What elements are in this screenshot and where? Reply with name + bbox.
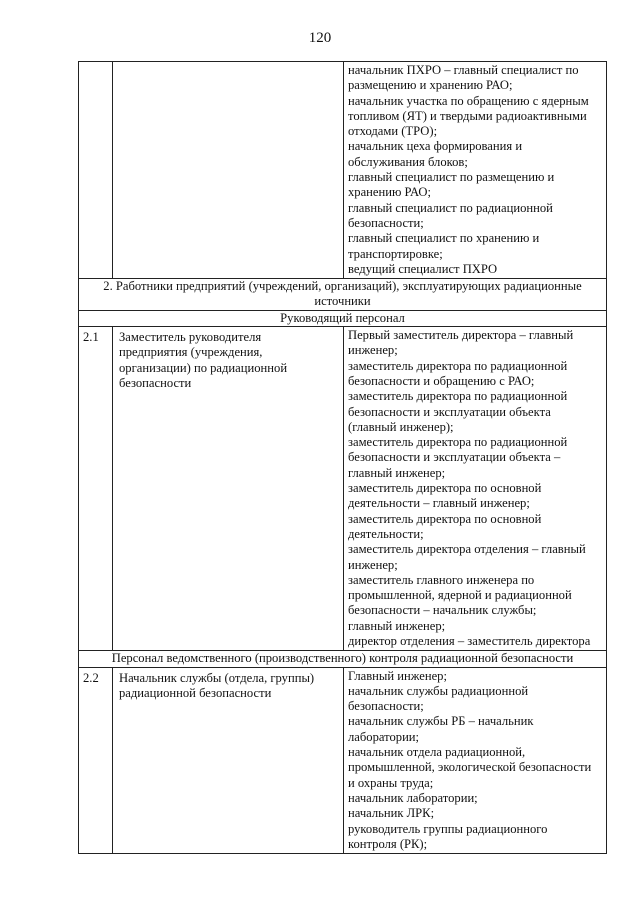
- text-line: источники: [314, 294, 371, 309]
- text-line: инженер;: [348, 557, 398, 572]
- text-line: деятельности – главный инженер;: [348, 496, 530, 511]
- text-line: безопасности и эксплуатации объекта –: [348, 450, 561, 465]
- row-number-cell: [79, 62, 113, 279]
- text-line: Главный инженер;: [348, 668, 447, 683]
- text-line: начальник службы РБ – начальник: [348, 714, 534, 729]
- text-line: топливом (ЯТ) и твердыми радиоактивными: [348, 108, 587, 123]
- text-line: главный специалист по размещению и: [348, 170, 555, 185]
- text-line: безопасности и эксплуатации объекта: [348, 404, 551, 419]
- text-line: начальник ПХРО – главный специалист по: [348, 63, 579, 77]
- text-line: начальник ЛРК;: [348, 806, 435, 821]
- text-line: промышленной, экологической безопасности: [348, 760, 592, 775]
- page-number: 120: [308, 30, 332, 46]
- text-line: лаборатории;: [348, 729, 420, 744]
- text-line: (главный инженер);: [348, 419, 454, 434]
- text-line: заместитель директора по радиационной: [348, 435, 568, 450]
- text-line: безопасности: [119, 375, 192, 390]
- text-line: заместитель главного инженера по: [348, 572, 535, 587]
- subsection-header-row: [79, 310, 607, 326]
- text-line: и охраны труда;: [348, 775, 434, 790]
- text-line: радиационной безопасности: [119, 685, 272, 700]
- text-line: начальник отдела радиационной,: [348, 745, 526, 760]
- positions-table: [78, 61, 607, 854]
- text-line: безопасности – начальник службы;: [348, 603, 537, 618]
- position-cell: [113, 62, 344, 279]
- control-header: Персонал ведомственного (производственного) контроля радиационной безопасности: [79, 651, 607, 667]
- table-row: [79, 327, 607, 651]
- text-line: транспортировке;: [348, 246, 443, 261]
- text-line: заместитель директора отделения – главный: [348, 542, 586, 557]
- text-line: главный инженер;: [348, 618, 446, 633]
- text-line: заместитель директора по основной: [348, 511, 542, 526]
- text-line: обслуживания блоков;: [348, 154, 468, 169]
- text-line: начальник участка по обращению с ядерным: [348, 93, 589, 108]
- text-line: главный специалист по радиационной: [348, 200, 553, 215]
- subsection-header-row: [79, 651, 607, 667]
- row-number-cell: 2.2: [79, 667, 113, 854]
- titles-cell: [344, 667, 607, 854]
- text-line: начальник цеха формирования и: [348, 139, 523, 154]
- position-cell: [113, 667, 344, 854]
- text-line: хранению РАО;: [348, 185, 432, 200]
- text-line: главный инженер;: [348, 465, 446, 480]
- text-line: ведущий специалист ПХРО: [348, 261, 498, 276]
- text-line: 2. Работники предприятий (учреждений, организаций), эксплуатирующих радиационные: [103, 279, 582, 294]
- row-number-cell: 2.1: [79, 327, 113, 651]
- text-line: контроля (РК);: [348, 836, 428, 851]
- table-row: [79, 667, 607, 854]
- text-line: заместитель директора по радиационной: [348, 389, 568, 404]
- section-2-header: [79, 279, 607, 311]
- text-line: безопасности;: [348, 699, 424, 714]
- position-cell: [113, 327, 344, 651]
- text-line: Начальник службы (отдела, группы): [119, 670, 315, 685]
- text-line: заместитель директора по основной: [348, 481, 542, 496]
- titles-cell: [344, 62, 607, 279]
- text-line: инженер;: [348, 343, 398, 358]
- text-line: отходами (ТРО);: [348, 124, 438, 139]
- text-line: деятельности;: [348, 526, 424, 541]
- table-row: [79, 62, 607, 279]
- text-line: организации) по радиационной: [119, 360, 288, 375]
- text-line: безопасности и обращению с РАО;: [348, 373, 535, 388]
- text-line: предприятия (учреждения,: [119, 345, 263, 360]
- text-line: заместитель директора по радиационной: [348, 358, 568, 373]
- text-line: директор отделения – заместитель директора: [348, 633, 591, 648]
- text-line: начальник службы радиационной: [348, 683, 529, 698]
- text-line: Заместитель руководителя: [119, 330, 262, 345]
- text-line: руководитель группы радиационного: [348, 821, 548, 836]
- titles-cell: [344, 327, 607, 651]
- text-line: безопасности;: [348, 215, 424, 230]
- text-line: промышленной, ядерной и радиационной: [348, 588, 572, 603]
- leaders-header: Руководящий персонал: [79, 310, 607, 326]
- section-header-row: [79, 279, 607, 311]
- text-line: главный специалист по хранению и: [348, 231, 540, 246]
- text-line: Первый заместитель директора – главный: [348, 328, 574, 343]
- text-line: начальник лаборатории;: [348, 790, 478, 805]
- text-line: размещению и хранению РАО;: [348, 78, 513, 93]
